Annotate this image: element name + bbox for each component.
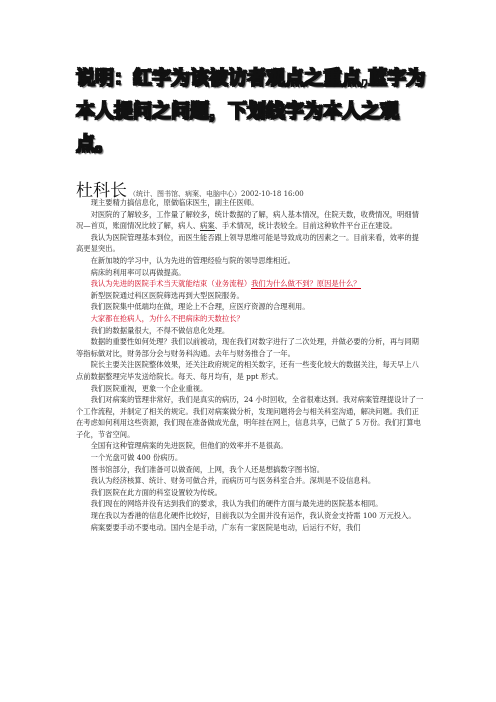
paragraph-text: 对医院的了解较多，工作量了解较多，统计数据的了解，病人基本情况，住院天数，收费情况，明细情况—首页，账面情况比较了解，病人、 <box>76 209 419 231</box>
paragraph <box>76 440 426 452</box>
paragraph <box>76 209 426 232</box>
paragraph <box>76 394 426 440</box>
paragraph <box>76 498 426 510</box>
interviewee-name: 杜科长 <box>76 181 127 200</box>
paragraph-text: 病案 <box>200 221 215 231</box>
paragraph-text: 一个光盘可做 400 份病历。 <box>90 453 183 463</box>
paragraph <box>76 197 426 209</box>
paragraph <box>76 278 426 290</box>
paragraph <box>76 336 426 359</box>
paragraph-text: 新型医院通过科区医院筛选再到大型医院服务。 <box>90 290 244 300</box>
paragraph <box>76 487 426 499</box>
paragraph-text: 我认为先进的医院手术当天就能结束（业务流程） <box>90 279 252 289</box>
paragraph <box>76 267 426 279</box>
paragraph-text: 我们对病案的管理非常好，我们是真实的病历，24 小时回收，全省很难达到。我对病案管理提设计了一个工作流程，并制定了相关的规定。我们对病案做分析，发现问题将会与相关科室沟通，解决问题。我们正在考虑如何利用这些资源，我们现在准备做成光盘，明年挂在网上，信息共享，已做了 5 万份。我们打算电子化，节省空间。 <box>76 395 424 439</box>
paragraph-text: 我们医院重视，更象一个企业重视。 <box>90 383 208 393</box>
paragraph <box>76 452 426 464</box>
paragraph-text: 现在我以为香港的信息化硬件比较好，目前我以为全面并没有运作，我认资金支持需 100 万元投入。 <box>90 511 416 521</box>
paragraph-text: 病床的利用率可以再做提高。 <box>90 267 186 277</box>
paragraph-text: 病案要要手动不要电动。国内全是手动，广东有一家医院是电动，后运行不好，我们 <box>90 522 361 532</box>
paragraph-text: 在新加坡的学习中，认为先进的管理经验与院的领导思维相近。 <box>90 255 295 265</box>
paragraph <box>76 464 426 476</box>
paragraph-text: 现主要精力搞信息化，原做临床医生，副主任医师。 <box>90 198 259 207</box>
paragraph-text: 我认为经济核算、统计、财务可做合并，而病历可与医务科室合并。深圳是不设信息科。 <box>90 476 376 486</box>
paragraph <box>76 510 426 522</box>
paragraph-text: 我认为医院管理基本到位，而医生能否跟上领导思维可能是导致成功的因素之一。目前来看，效率的提高更显突出。 <box>76 232 419 254</box>
paragraph-text: 大家都在抢病人，为什么不把病床的天数拉长？ <box>90 313 244 323</box>
paragraph-text: 院长主要关注医院整体效果，还关注政府规定的相关数字，还有一些变化较大的数据关注，每天早上八点前数据整理完毕发送给院长。每天、每月均有，是 ppt 形式。 <box>76 360 419 381</box>
paragraph-text: 我们为什么做不到？原因是什么？ <box>251 279 361 289</box>
paragraph <box>76 301 426 313</box>
paragraph <box>76 255 426 267</box>
paragraph <box>76 522 426 534</box>
paragraph-text: 我们医院在此方面的科室设置较为传统。 <box>90 487 222 497</box>
interview-body <box>76 197 426 533</box>
header-note: 说明：红字为该被访者观点之重点,蓝字为本人提问之问题，下划线字为本人之观点。 <box>76 67 426 155</box>
paragraph-text: 、手术情况，统计表较全。目前这种软件平台正在建设。 <box>214 221 398 231</box>
paragraph <box>76 290 426 302</box>
paragraph <box>76 359 426 382</box>
paragraph-text: 我们现在的网络并没有达到我们的要求，我认为我们的硬件方面与最先进的医院基本相同。 <box>90 499 383 509</box>
interview-meta: （统计、图书馆、病案、电脑中心）2002-10-18 16:00 <box>129 190 304 198</box>
paragraph-text: 我们医院集中低端均在做，理论上不合理，应医疗资源的合理利用。 <box>90 302 310 312</box>
paragraph <box>76 313 426 325</box>
paragraph-text: 全国有这种管理病案的先进医院，但他们的效率并不是很高。 <box>90 441 288 451</box>
paragraph <box>76 325 426 337</box>
paragraph <box>76 383 426 395</box>
paragraph-text: 数据的重要性如何处理？我们以前被动，现在我们对数字进行了二次处理，并做必要的分析，再与同期等指标做对比，财务部分会与财务科沟通。去年与财务推合了一年。 <box>76 337 419 358</box>
paragraph <box>76 232 426 255</box>
paragraph-text: 我们的数据量很大，不得不做信息化处理。 <box>90 325 230 335</box>
paragraph <box>76 475 426 487</box>
paragraph-text: 图书馆部分，我们准备可以做查阅，上网，我个人还是想搞数字图书馆。 <box>90 464 325 474</box>
